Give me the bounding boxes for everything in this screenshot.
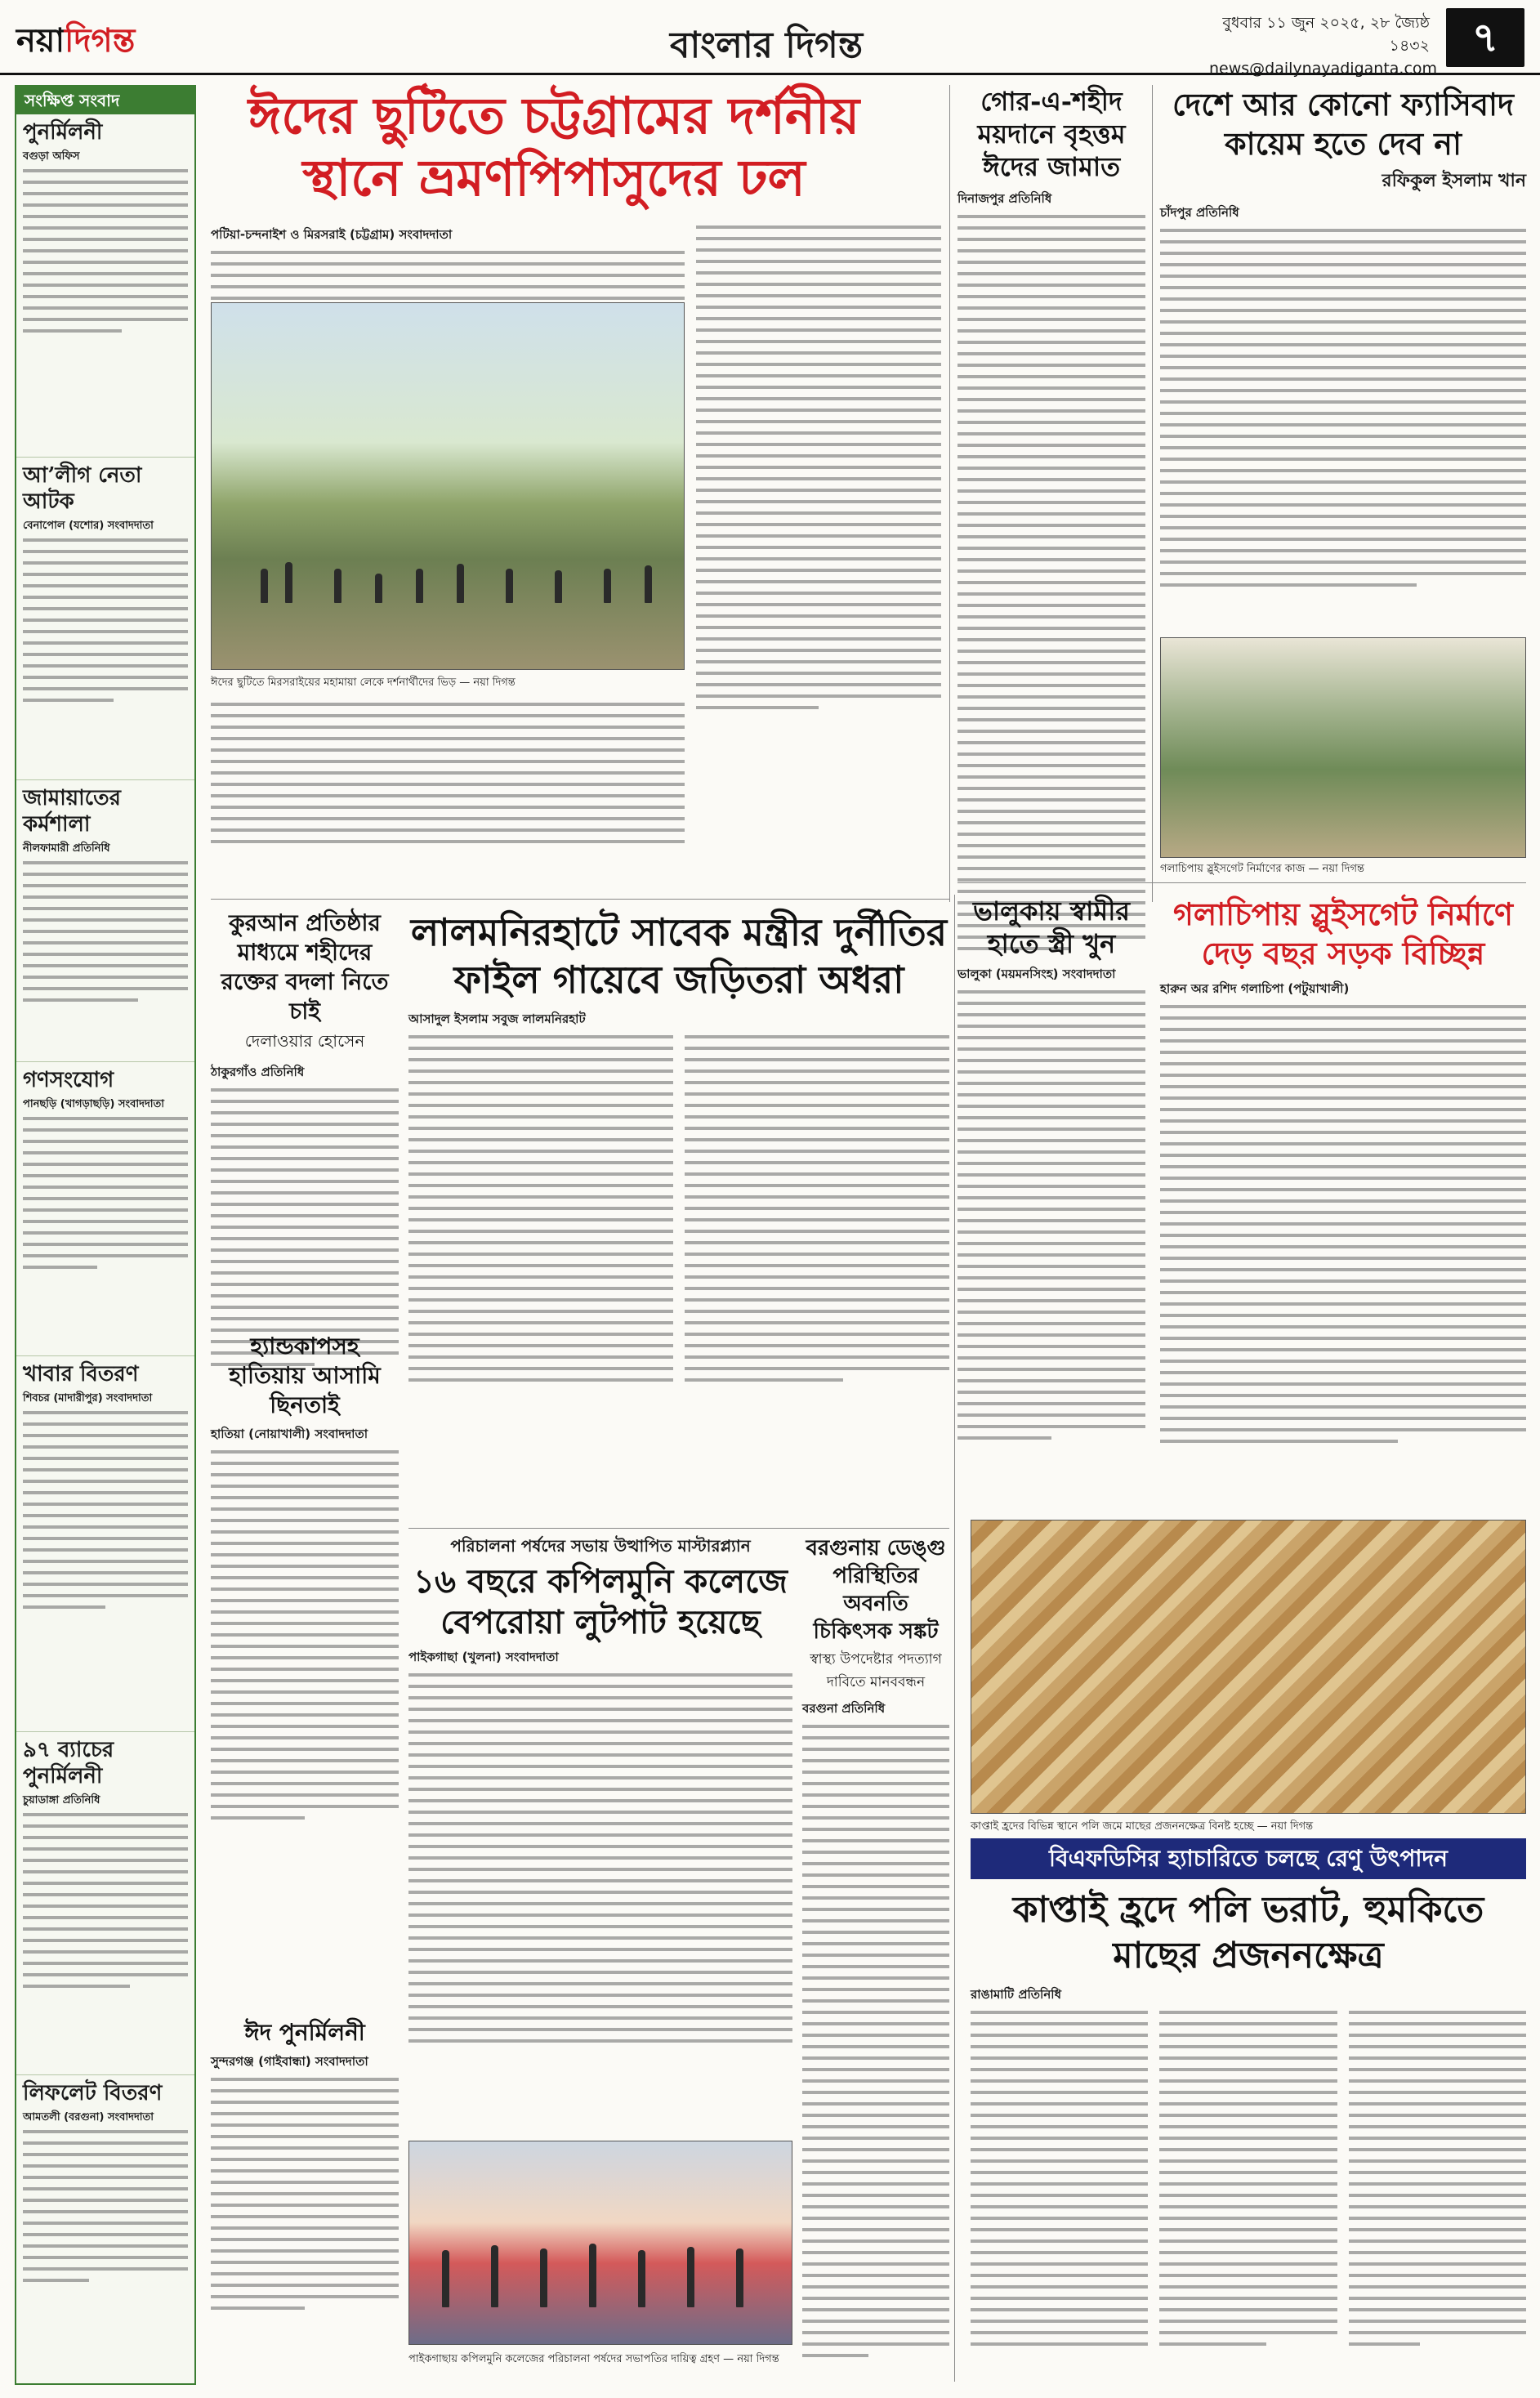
gor-headline: গোর-এ-শহীদ ময়দানে বৃহত্তম ঈদের জামাত (977, 86, 1126, 182)
eid-reunion-byline: সুন্দরগঞ্জ (গাইবান্ধা) সংবাদদাতা (211, 2054, 368, 2069)
brief-title: খাবার বিতরণ (23, 1362, 139, 1387)
dateline (1209, 11, 1438, 80)
lalmonirhat-headline: লালমনিরহাটে সাবেক মন্ত্রীর দুর্নীতির ফাইল গায়েবে জড়িতরা অধরা (410, 910, 948, 1002)
lalmonirhat-story[interactable] (408, 909, 949, 1390)
brief-body (23, 538, 188, 702)
lalmonirhat-byline: আসাদুল ইসলাম সবুজ লালমনিরহাট (408, 1011, 586, 1026)
row-rule (211, 899, 949, 900)
brief-byline: পানছড়ি (খাগড়াছড়ি) সংবাদদাতা (23, 1098, 165, 1110)
lead-body-bottom (211, 703, 685, 851)
brief-item[interactable] (16, 1732, 194, 2075)
kaptai-story[interactable] (971, 1887, 1526, 2354)
lead-headline: ঈদের ছুটিতে চট্টগ্রামের দর্শনীয় স্থানে ভ্রমণপিপাসুদের ঢল (248, 86, 860, 208)
golachipa-headline: গলাচিপায় স্লুইসগেট নির্মাণে দেড় বছর সড়ক বিচ্ছিন্ন (1173, 895, 1513, 971)
brief-title: জামায়াতের কর্মশালা (23, 786, 121, 837)
brief-item[interactable] (16, 114, 194, 458)
email-link[interactable]: news@dailynayadiganta.com (1209, 60, 1438, 78)
brief-byline: চুয়াডাঙ্গা প্রতিনিধি (23, 1794, 100, 1806)
lake-visitors-photo (211, 302, 685, 670)
column-rule (954, 895, 955, 2382)
brief-item[interactable] (16, 1356, 194, 1732)
sluice-gate-photo (1160, 637, 1526, 858)
handcuff-byline: হাতিয়া (নোয়াখালী) সংবাদদাতা (211, 1427, 368, 1441)
bhaluka-story[interactable] (957, 895, 1145, 1448)
newspaper-logo[interactable]: নয়াদিগন্ত (16, 22, 136, 60)
kopilmuni-kicker: পরিচালনা পর্ষদের সভায় উত্থাপিত মাস্টারপ্ল্যান (450, 1536, 751, 1556)
bhaluka-headline: ভালুকায় স্বামীর হাতে স্ত্রী খুন (973, 895, 1130, 959)
fish-hatchery-photo (971, 1520, 1526, 1814)
dengue-byline: বরগুনা প্রতিনিধি (802, 1701, 886, 1716)
brief-title: পুনর্মিলনী (23, 120, 103, 145)
brief-title: আ’লীগ নেতা আটক (23, 463, 142, 514)
brief-byline: আমতলী (বরগুনা) সংবাদদাতা (23, 2111, 154, 2123)
gor-byline: দিনাজপুর প্রতিনিধি (957, 191, 1052, 206)
quran-byline: ঠাকুরগাঁও প্রতিনিধি (211, 1065, 305, 1079)
dengue-sub: স্বাস্থ্য উপদেষ্টার পদত্যাগ দাবিতে মানববন্ধন (810, 1651, 942, 1690)
quran-story[interactable] (211, 909, 399, 1374)
photo-credit: নয়া দিগন্ত (1322, 863, 1364, 875)
brief-byline: শিবচর (মাদারীপুর) সংবাদদাতা (23, 1392, 153, 1404)
brief-item[interactable] (16, 2075, 194, 2378)
hatchery-band: বিএফডিসির হ্যাচারিতে চলছে রেণু উৎপাদন (971, 1838, 1526, 1879)
brief-item[interactable] (16, 458, 194, 780)
quran-headline: কুরআন প্রতিষ্ঠার মাধ্যমে শহীদের রক্তের বদলা নিতে চাই (221, 909, 389, 1025)
brief-byline: বগুড়া অফিস (23, 150, 80, 163)
lead-photo-caption: ঈদের ছুটিতে মিরসরাইয়ের মহামায়া লেকে দর্শনার্থীদের ভিড় — নয়া দিগন্ত (211, 677, 516, 689)
gor-e-shahid-story[interactable] (957, 85, 1145, 958)
brief-body (23, 2130, 188, 2282)
lead-byline: পটিয়া-চন্দনাইশ ও মিরসরাই (চট্টগ্রাম) সংবাদদাতা (211, 227, 453, 242)
dengue-headline: বরগুনায় ডেঙ্গু পরিস্থিতির অবনতি চিকিৎসক সঙ্কট (806, 1536, 946, 1644)
fascism-headline: দেশে আর কোনো ফ্যাসিবাদ কায়েম হতে দেব না (1172, 86, 1514, 162)
kopilmuni-headline: ১৬ বছরে কপিলমুনি কলেজে বেপরোয়া লুটপাট হয়েছে (413, 1562, 788, 1641)
fascism-byline: চাঁদপুর প্রতিনিধি (1160, 205, 1239, 220)
golachipa-byline: হারুন অর রশিদ গলাচিপা (পটুয়াখালী) (1160, 981, 1350, 996)
eid-reunion-headline: ঈদ পুনর্মিলনী (244, 2019, 365, 2046)
brief-body (23, 1411, 188, 1609)
photo-credit: নয়া দিগন্ত (473, 677, 516, 689)
brief-byline: নীলফামারী প্রতিনিধি (23, 842, 110, 855)
kaptai-headline: কাপ্তাই হ্রদে পলি ভরাট, হুমকিতে মাছের প্রজননক্ষেত্র (1012, 1889, 1484, 1976)
lead-body-right (696, 226, 941, 717)
brief-title: ৯৭ ব্যাচের পুনর্মিলনী (23, 1738, 114, 1788)
golachipa-story[interactable] (1160, 895, 1526, 1451)
photo-credit: নয়া দিগন্ত (737, 2353, 779, 2365)
row-rule (957, 882, 1526, 883)
eid-reunion-story[interactable] (211, 2018, 399, 2318)
sluice-photo-caption: গলাচিপায় স্লুইসগেট নির্মাণের কাজ — নয়া দিগন্ত (1160, 863, 1364, 875)
lead-story[interactable] (211, 85, 897, 209)
brief-body (23, 1117, 188, 1269)
handcuff-headline: হ্যান্ডকাপসহ হাতিয়ায় আসামি ছিনতাই (229, 1333, 381, 1418)
brief-byline: বেনাপোল (যশোর) সংবাদদাতা (23, 520, 154, 532)
section-title: বাংলার দিগন্ত (670, 25, 864, 66)
quran-sub: দেলাওয়ার হোসেন (244, 1031, 365, 1051)
brief-item[interactable] (16, 1062, 194, 1356)
brief-title: গণসংযোগ (23, 1068, 114, 1092)
brief-item[interactable] (16, 780, 194, 1062)
handcuff-story[interactable] (211, 1332, 399, 1828)
brief-body (23, 861, 188, 1002)
college-photo-caption: পাইকগাছায় কপিলমুনি কলেজের পরিচালনা পর্ষদের সভাপতির দায়িত্ব গ্রহণ — নয়া দিগন্ত (408, 2353, 779, 2365)
page-number: ৭ (1446, 8, 1524, 67)
brief-body (23, 169, 188, 333)
photo-credit: নয়া দিগন্ত (1270, 1820, 1314, 1833)
bhaluka-byline: ভালুকা (ময়মনসিংহ) সংবাদদাতা (957, 967, 1116, 981)
brief-title: লিফলেট বিতরণ (23, 2081, 163, 2106)
brief-body (23, 1813, 188, 1988)
masthead (0, 0, 1540, 78)
fascism-quote-by: রফিকুল ইসলাম খান (1382, 171, 1526, 191)
fascism-story[interactable] (1160, 85, 1526, 595)
column-rule (1152, 85, 1153, 902)
kopilmuni-byline: পাইকগাছা (খুলনা) সংবাদদাতা (408, 1650, 559, 1664)
column-rule (949, 85, 950, 902)
kopilmuni-story[interactable] (408, 1534, 792, 2051)
news-briefs-column (15, 85, 196, 2385)
briefs-band: সংক্ষিপ্ত সংবাদ (16, 87, 194, 114)
row-rule (408, 1528, 949, 1529)
issue-date: বুধবার ১১ জুন ২০২৫, ২৮ জ্যৈষ্ঠ ১৪৩২ (1222, 14, 1430, 55)
dengue-story[interactable] (802, 1534, 949, 2365)
fish-photo-caption: কাপ্তাই হ্রদের বিভিন্ন স্থানে পলি জমে মাছের প্রজননক্ষেত্র বিনষ্ট হচ্ছে — নয়া দিগন্ত (971, 1820, 1314, 1833)
college-committee-photo (408, 2141, 792, 2345)
kaptai-byline: রাঙামাটি প্রতিনিধি (971, 1987, 1062, 2002)
